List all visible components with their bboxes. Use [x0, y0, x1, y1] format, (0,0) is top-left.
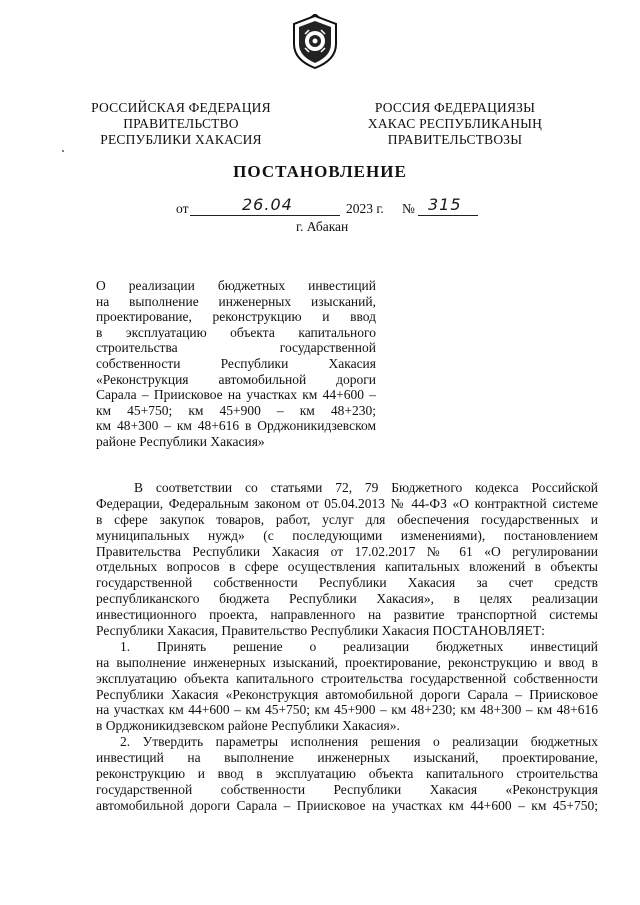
body-line: реконструкцию и ввод в эксплуатацию объекта капитального строительства [96, 766, 598, 782]
subject-line: районе Республики Хакасия» [96, 433, 265, 449]
subject-line: проектирование, реконструкцию и ввод [96, 309, 376, 325]
header-khakas [340, 100, 570, 148]
body-line: муниципальных нужд» (с последующими изменениями), постановлением [96, 527, 598, 543]
document-body [96, 480, 598, 814]
body-line: автомобильной дороги Сарала – Приисковое на участках км 44+600 – км 45+750; [96, 797, 598, 813]
body-line: Республики Хакасия, Правительство Республики Хакасия ПОСТАНОВЛЯЕТ: [96, 623, 545, 639]
city: г. Абакан [296, 219, 349, 234]
subject-line: на выполнение инженерных изысканий, [96, 293, 376, 309]
header-right-line-3: ПРАВИТЕЛЬСТВОЗЫ [387, 132, 523, 147]
body-line: эксплуатацию объекта капитального строительства государственной собственности [96, 670, 598, 686]
handwritten-number: 315 [428, 195, 462, 214]
body-line: в сфере закупок товаров, работ, услуг для обеспечения государственных и [96, 511, 598, 527]
body-line: на выполнение инженерных изысканий, проектирование, реконструкцию и ввод в [96, 654, 598, 670]
body-line: на участках км 44+600 – км 45+750; км 45+900 – км 48+230; км 48+300 – км 48+616 [96, 702, 598, 718]
body-line: республиканского бюджета Республики Хакасия», в целях реализации [96, 591, 598, 607]
coat-of-arms-emblem [290, 14, 340, 70]
number-underline [418, 215, 478, 216]
document-title: ПОСТАНОВЛЕНИЕ [233, 162, 407, 181]
number-label: № [402, 201, 415, 216]
header-left-line-2: ПРАВИТЕЛЬСТВО [123, 116, 239, 131]
body-line: Федерации, Федеральным законом от 05.04.2013 № 44-ФЗ «О контрактной системе [96, 495, 598, 511]
subject-line: Сарала – Приисковое на участках км 44+600 – [96, 387, 376, 403]
scan-speck [62, 150, 64, 152]
subject-line: строительства государственной [96, 340, 376, 356]
body-line: государственной собственности Республики Хакасия «Реконструкция [96, 781, 598, 797]
body-line: В соответствии со статьями 72, 79 Бюджетного кодекса Российской [134, 480, 598, 495]
body-line: 1. Принять решение о реализации бюджетных инвестиций [120, 638, 598, 654]
header-left-line-1: РОССИЙСКАЯ ФЕДЕРАЦИЯ [91, 100, 271, 115]
header-russian [66, 100, 296, 148]
date-underline [190, 215, 340, 216]
body-line: в Орджоникидзевском районе Республики Хакасия». [96, 718, 400, 734]
body-line: инвестиций на выполнение инженерных изысканий, проектирование, [96, 750, 598, 766]
subject-line: «Реконструкция автомобильной дороги [96, 371, 376, 387]
date-prefix: от [176, 201, 189, 216]
body-line: отдельных вопросов в сфере осуществления капитальных вложений в объекты [96, 559, 598, 575]
year-label: 2023 г. [346, 201, 384, 216]
header-left-line-3: РЕСПУБЛИКИ ХАКАСИЯ [100, 132, 262, 147]
body-line: инвестиционного проекта, направленного на развитие транспортной системы [96, 607, 598, 623]
body-line: Республики Хакасия «Реконструкция автомобильной дороги Сарала – Приисковое [96, 686, 598, 702]
subject-line: О реализации бюджетных инвестиций [96, 278, 376, 293]
body-line: Правительства Республики Хакасия от 17.02.2017 № 61 «О регулировании [96, 543, 598, 559]
subject-line: собственности Республики Хакасия [96, 355, 376, 371]
body-line: государственной собственности Республики Хакасия за счет средств [96, 575, 598, 591]
body-line: 2. Утвердить параметры исполнения решения о реализации бюджетных [120, 734, 598, 750]
subject-block [96, 278, 376, 450]
header-right-line-1: РОССИЯ ФЕДЕРАЦИЯЗЫ [374, 100, 536, 115]
subject-line: км 45+750; км 45+900 – км 48+230; [96, 402, 376, 418]
header-right-line-2: ХАКАС РЕСПУБЛИКАНЫҢ [367, 116, 543, 131]
date-number-line [176, 195, 506, 219]
subject-line: км 48+300 – км 48+616 в Орджоникидзевском [96, 418, 376, 434]
handwritten-date: 26.04 [242, 195, 293, 214]
subject-line: в эксплуатацию объекта капитального [96, 324, 376, 340]
